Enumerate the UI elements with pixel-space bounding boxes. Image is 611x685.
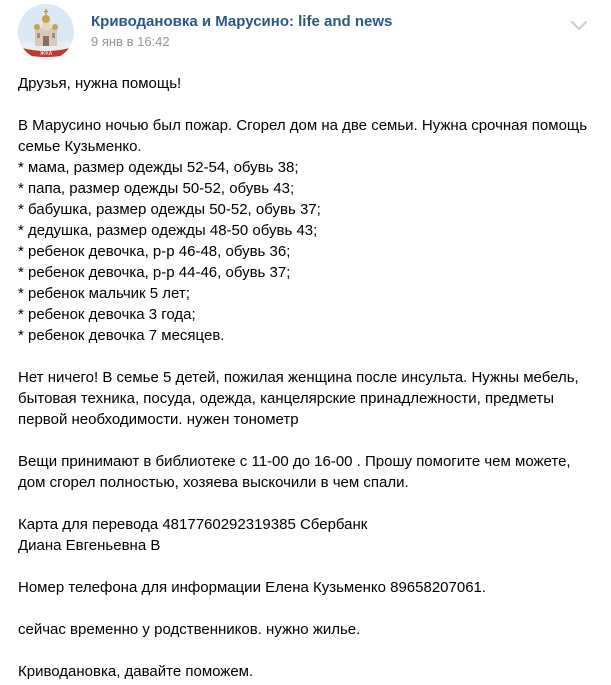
church-avatar-icon [18,4,74,60]
post-text-line: Вещи принимают в библиотеке с 11-00 до 16-00 . Прошу помогите чем можете, [18,453,571,470]
paragraph-gap [18,598,593,619]
post-body-text [18,73,593,682]
post-text-line: В Марусино ночью был пожар. Сгорел дом на две семьи. Нужна срочная помощь [18,117,588,134]
post-text-line: бытовая техника, посуда, одежда, канцелярские принадлежности, предметы [18,390,554,407]
post-text-line: * ребенок мальчик 5 лет; [18,285,190,302]
post-text-line: * мама, размер одежды 52-54, обувь 38; [18,159,299,176]
post-text-line: Номер телефона для информации Елена Кузьменко 89658207061. [18,579,487,596]
post-text-line: Карта для перевода 4817760292319385 Сбербанк [18,516,368,533]
group-avatar[interactable] [18,4,74,60]
paragraph-gap [18,493,593,514]
post-text-line: Диана Евгеньевна В [18,537,161,554]
post-text-line: Друзья, нужна помощь! [18,75,182,92]
post-text-line: семье Кузьменко. [18,138,142,155]
chevron-down-icon [569,18,589,32]
post-text-line: Нет ничего! В семье 5 детей, пожилая женщина после инсульта. Нужны мебель, [18,369,579,386]
paragraph-gap [18,346,593,367]
post-text-line: сейчас временно у родственников. нужно жилье. [18,621,361,638]
post-text-line: * ребенок девочка, р-р 46-48, обувь 36; [18,243,291,260]
paragraph-gap [18,94,593,115]
post-text-line: * бабушка, размер одежды 50-52, обувь 37; [18,201,321,218]
post-text-line: * дедушка, размер одежды 48-50 обувь 43; [18,222,318,239]
post-menu-button[interactable] [569,18,589,32]
post-text-line: * ребенок девочка 7 месяцев. [18,327,225,344]
post-text-line: первой необходимости. нужен тонометр [18,411,299,428]
post-text-line: дом сгорел полностью, хозяева выскочили в чем спали. [18,474,409,491]
post-text-line: Криводановка, давайте поможем. [18,663,254,680]
avatar-caption: ЖКА [39,51,53,57]
post-header [18,4,593,60]
post-text-line: * ребенок девочка, р-р 44-46, обувь 37; [18,264,291,281]
post-date-link[interactable]: 9 янв в 16:42 [91,34,170,49]
post-text-line: * ребенок девочка 3 года; [18,306,196,323]
group-name-link[interactable]: Криводановка и Марусино: life and news [91,13,393,30]
paragraph-gap [18,640,593,661]
paragraph-gap [18,430,593,451]
paragraph-gap [18,556,593,577]
post-text-line: * папа, размер одежды 50-52, обувь 43; [18,180,295,197]
